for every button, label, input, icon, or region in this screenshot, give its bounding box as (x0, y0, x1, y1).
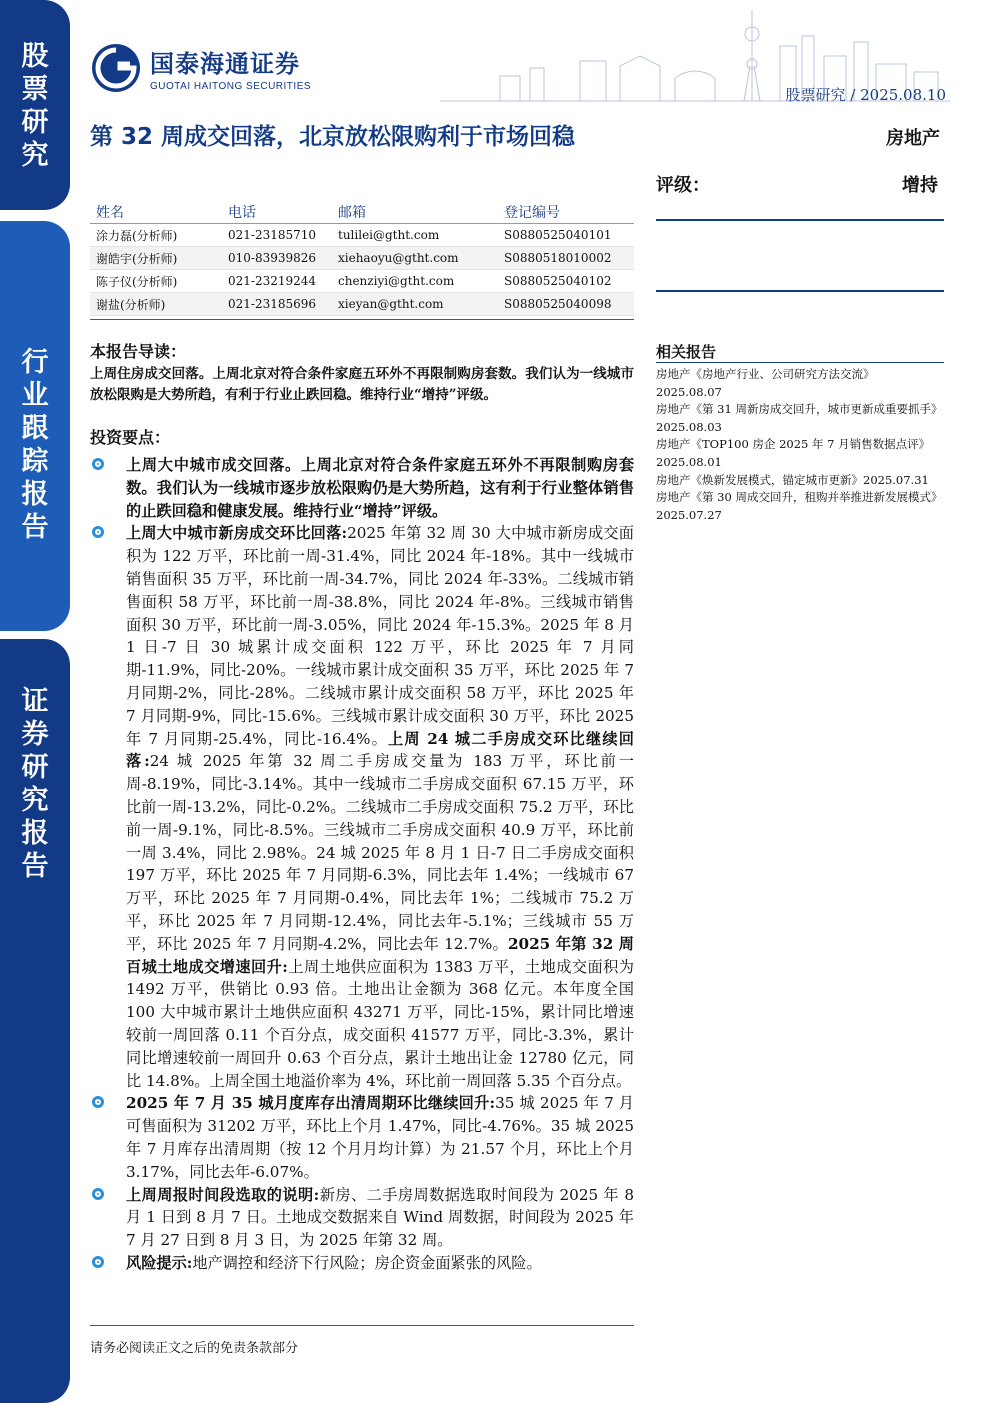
table-row (90, 293, 634, 316)
list-item (90, 454, 634, 522)
sidebar-section-stock-research (0, 0, 70, 210)
divider (656, 290, 944, 292)
point-text: 地产调控和经济下行风险；房企资金面紧张的风险。 (192, 1253, 542, 1272)
analyst-phone: 010-83939826 (222, 247, 332, 270)
rating-label: 评级： (656, 175, 710, 196)
analyst-name: 谢盐(分析师) (90, 293, 222, 316)
point-lead: 上周大中城市新房成交环比回落: (126, 524, 348, 543)
table-row (90, 224, 634, 247)
related-report-link[interactable]: 房地产《第 30 周成交回升，租购并举推进新发展模式》2025.07.27 (656, 490, 943, 522)
analyst-email[interactable]: chenziyi@gtht.com (332, 270, 498, 293)
analyst-reg-no: S0880525040102 (498, 270, 634, 293)
sidebar-label: 股 票 研 究 (21, 41, 49, 171)
related-report-link[interactable]: 房地产《TOP100 房企 2025 年 7 月销售数据点评》 (656, 437, 931, 452)
point-text: 24 城 2025 年第 32 周二手房成交量为 183 万平，环比前一周-8.19%，同比-3.14%。其中一线城市二手房成交面积 67.15 万平，环比前一周-13.2%，同比-0.2%。二线城市二手房成交面积 75.2 万平，环比前一周-9.1%，同比-8.5%。三线城市二手房成交面积 40.9 万平，环比前一周 3.4%，同比 2.98%。24 城 2025 年 8 月 1 日-7 日二手房成交面积 197 万平，环比 2025 年 7 月同期-6.3%，同比去年 1.4%；一线城市 67 万平，环比 2025 年 7 月同期-0.4%，同比去年 1%；二线城市 75.2 万平，环比 2025 年 7 月同期-12.4%，同比去年-5.1%；三线城市 55 万平，环比 2025 年 7 月同期-4.2%，同比去年 12.7%。 (126, 752, 634, 953)
disclaimer-footer: 请务必阅读正文之后的免责条款部分 (90, 1341, 299, 1356)
related-report-link[interactable]: 房地产《房地产行业、公司研究方法交流》 (656, 367, 875, 381)
analyst-name: 谢皓宇(分析师) (90, 247, 222, 270)
list-item (90, 1184, 634, 1252)
industry-label: 房地产 (886, 128, 940, 149)
point-lead: 上周大中城市成交回落。上周北京对符合条件家庭五环外不再限制购房套数。我们认为一线城市逐步放松限购仍是大势所趋，这有利于行业整体销售的止跌回稳和健康发展。维持行业“增持”评级。 (126, 456, 634, 520)
list-item (90, 522, 634, 1092)
report-title: 第 32 周成交回落，北京放松限购利于市场回稳 (90, 124, 576, 150)
divider (90, 1325, 634, 1326)
bullet-icon (92, 526, 104, 538)
point-lead: 上周 24 城二手房成交环比继续回落: (126, 729, 634, 771)
list-item (90, 1092, 634, 1183)
logo-cn: 国泰海通证券 (150, 50, 300, 78)
analyst-email[interactable]: xieyan@gtht.com (332, 293, 498, 316)
analyst-reg-no: S0880518010002 (498, 247, 634, 270)
analyst-name: 涂力磊(分析师) (90, 224, 222, 247)
column-header: 姓名 (90, 201, 222, 224)
points-heading: 投资要点： (90, 428, 171, 447)
divider (90, 319, 634, 320)
divider (656, 362, 944, 363)
logo-mark-icon (90, 42, 142, 94)
bullet-icon (92, 1096, 104, 1108)
point-text: 2025 年第 32 周 30 大中城市新房成交面积为 122 万平，环比前一周-31.4%，同比 2024 年-18%。其中一线城市销售面积 35 万平，环比前一周-34.7%，同比 2024 年-33%。二线城市销售面积 58 万平，环比前一周-38.8%，同比 2024 年-8%。三线城市销售面积 30 万平，环比前一周-3.05%，同比 2024 年-15.3%。2025 年 8 月 1 日-7 日 30 城累计成交面积 122 万平，环比 2025 年 7 月同期-11.9%，同比-20%。一线城市累计成交面积 35 万平，环比 2025 年 7 月同期-2%，同比-28%。二线城市累计成交面积 58 万平，环比 2025 年 7 月同期-9%，同比-15.6%。三线城市累计成交面积 30 万平，环比 2025 年 7 月同期-25.4%，同比-16.4%。 (126, 524, 634, 748)
point-text: 35 城 2025 年 7 月可售面积为 31202 万平，环比上个月 1.47%，同比-4.76%。35 城 2025 年 7 月库存出清周期（按 12 个月月均计算）为 21.57 个月，环比上个月 3.17%，同比去年-6.07%。 (126, 1094, 634, 1181)
sidebar-label: 行 业 跟 踪 报 告 (21, 347, 49, 543)
bullet-icon (92, 1256, 104, 1268)
related-report-date: 2025.08.01 (656, 454, 722, 469)
guide-heading: 本报告导读： (90, 342, 187, 361)
related-reports-list (656, 366, 946, 524)
sidebar-section-securities-report (0, 639, 70, 1403)
analyst-email[interactable]: xiehaoyu@gtht.com (332, 247, 498, 270)
analyst-phone: 021-23185696 (222, 293, 332, 316)
point-lead: 上周周报时间段选取的说明: (126, 1185, 320, 1204)
related-report-date: 2025.08.07 (656, 384, 722, 399)
bullet-icon (92, 458, 104, 470)
sidebar-label: 证 券 研 究 报 告 (21, 686, 49, 882)
related-reports-heading: 相关报告 (656, 343, 717, 361)
point-text: 新房、二手房周数据选取时间段为 2025 年 8 月 1 日到 8 月 7 日。土地成交数据来自 Wind 周数据，时间段为 2025 年 7 月 27 日到 8 月 3 日，为 2025 年第 32 周。 (126, 1185, 635, 1250)
analyst-table (90, 201, 634, 316)
table-row (90, 270, 634, 293)
column-header: 电话 (222, 201, 332, 224)
point-text: 上周土地供应面积为 1383 万平，土地成交面积为 1492 万平，供销比 0.93 倍。土地出让金额为 368 亿元。本年度全国 100 大中城市累计土地供应面积 43271 万平，同比-15%，累计同比增速较前一周回落 0.11 个百分点，成交面积 41577 万平，同比-3.3%，累计同比增速较前一周回升 0.63 个百分点，累计土地出让金 12780 亿元，同比 14.8%。上周全国土地溢价率为 4%，环比前一周回落 5.35 个百分点。 (126, 957, 634, 1090)
related-report-link[interactable]: 房地产《第 31 周新房成交回升，城市更新成重要抓手》2025.08.03 (656, 402, 943, 434)
column-header: 邮箱 (332, 201, 498, 224)
analyst-reg-no: S0880525040098 (498, 293, 634, 316)
sidebar-section-industry-tracking (0, 221, 70, 631)
column-header: 登记编号 (498, 201, 634, 224)
list-item (90, 1252, 634, 1275)
point-lead: 2025 年第 32 周百城土地成交增速回升: (126, 934, 634, 976)
logo-en: GUOTAI HAITONG SECURITIES (150, 81, 312, 92)
investment-points (90, 454, 634, 1275)
analyst-phone: 021-23219244 (222, 270, 332, 293)
report-type-date: 股票研究 / 2025.08.10 (785, 86, 946, 104)
guide-text: 上周住房成交回落。上周北京对符合条件家庭五环外不再限制购房套数。我们认为一线城市放松限购是大势所趋，有利于行业止跌回稳。维持行业“增持”评级。 (90, 366, 634, 403)
analyst-name: 陈子仪(分析师) (90, 270, 222, 293)
point-lead: 2025 年 7 月 35 城月度库存出清周期环比继续回升: (126, 1094, 496, 1113)
point-lead: 风险提示: (126, 1253, 193, 1272)
table-row (90, 247, 634, 270)
company-logo (90, 42, 311, 94)
related-report-link[interactable]: 房地产《焕新发展模式，锚定城市更新》2025.07.31 (656, 472, 929, 487)
analyst-email[interactable]: tulilei@gtht.com (332, 224, 498, 247)
analyst-reg-no: S0880525040101 (498, 224, 634, 247)
divider (656, 219, 944, 221)
analyst-phone: 021-23185710 (222, 224, 332, 247)
rating-value: 增持 (902, 175, 938, 196)
bullet-icon (92, 1188, 104, 1200)
